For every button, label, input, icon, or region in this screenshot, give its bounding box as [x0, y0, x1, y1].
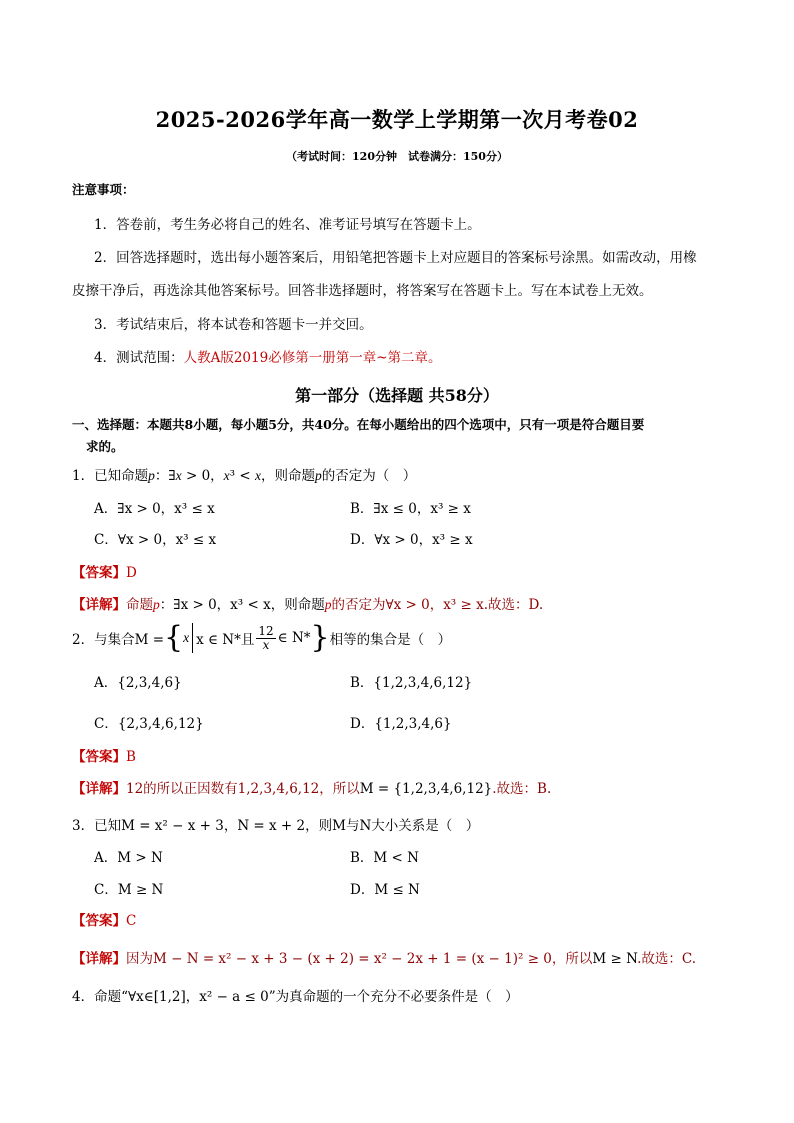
page-title: 2025-2026学年高一数学上学期第一次月考卷02: [155, 107, 639, 132]
section-instructions-cont: 求的。: [86, 439, 124, 454]
notice-item-2-cont: 皮擦干净后，再选涂其他答案标号。回答非选择题时，将答案写在答题卡上。写在本试卷上无效。: [72, 283, 653, 299]
q1-detail-b: ：∃x > 0，x³ < x，则命题: [159, 597, 325, 613]
section-title: 第一部分（选择题 共58分）: [295, 386, 499, 405]
q2-set-cond: x ∈ N*且: [196, 632, 255, 648]
q1-answer: [72, 561, 137, 581]
q1-option-d: D．∀x > 0，x³ ≥ x: [350, 532, 473, 548]
q2-detail-b: M = {1,2,3,4,6,12}: [359, 781, 493, 797]
exam-info: （考试时间：120分钟 试卷满分：150分）: [286, 150, 508, 163]
q3-answer: [72, 909, 136, 929]
q1-answer-label: 【答案】: [72, 565, 126, 581]
question-3-stem: 3．已知M = x² − x + 3，N = x + 2，则M与N大小关系是（ ）: [72, 818, 480, 834]
q3-detail-c: .故选：C.: [637, 951, 696, 967]
q2-option-b: B．{1,2,3,4,6,12}: [350, 675, 473, 691]
q1-detail-a: 命题: [126, 597, 153, 613]
q3-option-b: B．M < N: [350, 850, 419, 866]
q3-option-c: C．M ≥ N: [94, 882, 164, 898]
q2-detail: [72, 777, 551, 797]
test-scope: 人教A版2019必修第一册第一章~第二章。: [183, 350, 442, 366]
q2-detail-a: 12的所以正因数有1,2,3,4,6,12，所以: [126, 781, 360, 797]
q1-stem-c: > 0，: [181, 468, 224, 484]
q2-option-d: D．{1,2,3,4,6}: [350, 716, 452, 732]
q3-answer-value: C: [126, 913, 137, 929]
q3-option-a: A．M > N: [94, 850, 163, 866]
q2-frac-num: 12: [258, 623, 274, 638]
q1-detail: 【详解】命题p：∃x > 0，x³ < x，则命题p的否定为∀x > 0，x³ ≥ x.故选：D.: [72, 597, 544, 613]
q2-stem-b: 相等的集合是（ ）: [329, 632, 452, 648]
q1-stem-a: 1．已知命题: [72, 468, 149, 484]
q2-set-cond-2: ∈ N*: [277, 630, 311, 646]
q3-detail: [72, 947, 696, 967]
question-4-stem: 4．命题“∀x∈[1,2]，x² − a ≤ 0”为真命题的一个充分不必要条件是（ ）: [72, 989, 519, 1005]
q2-option-a: A．{2,3,4,6}: [94, 675, 182, 691]
q1-stem-b: ：∃: [154, 468, 176, 484]
q3-option-d: D．M ≤ N: [350, 882, 420, 898]
notice-item-4: [94, 346, 442, 366]
q1-answer-value: D: [126, 565, 137, 581]
q2-frac-den: x: [262, 637, 270, 652]
q2-set-var: x: [183, 630, 190, 645]
section-instructions: 一、选择题：本题共8小题，每小题5分，共40分。在每小题给出的四个选项中，只有一项是符合题目要: [72, 417, 645, 432]
q2-answer-label: 【答案】: [72, 749, 126, 765]
q1-option-a: A．∃x > 0，x³ ≤ x: [94, 501, 215, 517]
q1-stem-e: ，则命题: [260, 468, 315, 484]
q3-detail-b: M ≥ N: [592, 951, 638, 967]
q2-option-c: C．{2,3,4,6,12}: [94, 716, 204, 732]
q3-answer-label: 【答案】: [72, 913, 126, 929]
q3-detail-label: 【详解】: [72, 951, 126, 967]
q1-detail-label: 【详解】: [72, 597, 126, 613]
q1-stem-f: 的否定为（ ）: [321, 468, 417, 484]
q1-option-b: B．∃x ≤ 0，x³ ≥ x: [350, 501, 471, 517]
question-1-stem: 1．已知命题p：∃x > 0，x³ < x，则命题p的否定为（ ）: [72, 468, 417, 484]
q2-fraction: [256, 625, 275, 652]
q2-answer-value: B: [126, 749, 136, 765]
question-2-stem: 2．与集合M = { x x ∈ N*且 $\frac{12}{x}$ ∈ N* } 相等的集合是（ ）: [72, 620, 452, 655]
notice-item-2: 2．回答选择题时，选出每小题答案后，用铅笔把答题卡上对应题目的答案标号涂黑。如需改动，用橡: [94, 250, 697, 266]
q2-answer: [72, 745, 136, 765]
q1-stem-d: ³ <: [229, 468, 255, 484]
notice-item-4-prefix: 4．测试范围：: [94, 350, 184, 366]
notice-item-1: 1．答卷前，考生务必将自己的姓名、准考证号填写在答题卡上。: [94, 217, 481, 233]
q2-detail-c: .故选：B.: [492, 781, 552, 797]
q1-option-c: C．∀x > 0，x³ ≤ x: [94, 532, 217, 548]
notice-heading: 注意事项：: [72, 182, 135, 197]
q1-detail-c: 的否定为∀x > 0，x³ ≥ x.故选：D.: [331, 597, 544, 613]
q3-detail-a: 因为M − N = x² − x + 3 − (x + 2) = x² − 2x + 1 = (x − 1)² ≥ 0，所以: [126, 951, 593, 967]
q2-detail-label: 【详解】: [72, 781, 126, 797]
q2-stem-a: 2．与集合M =: [72, 632, 165, 648]
notice-item-3: 3．考试结束后，将本试卷和答题卡一并交回。: [94, 317, 373, 333]
